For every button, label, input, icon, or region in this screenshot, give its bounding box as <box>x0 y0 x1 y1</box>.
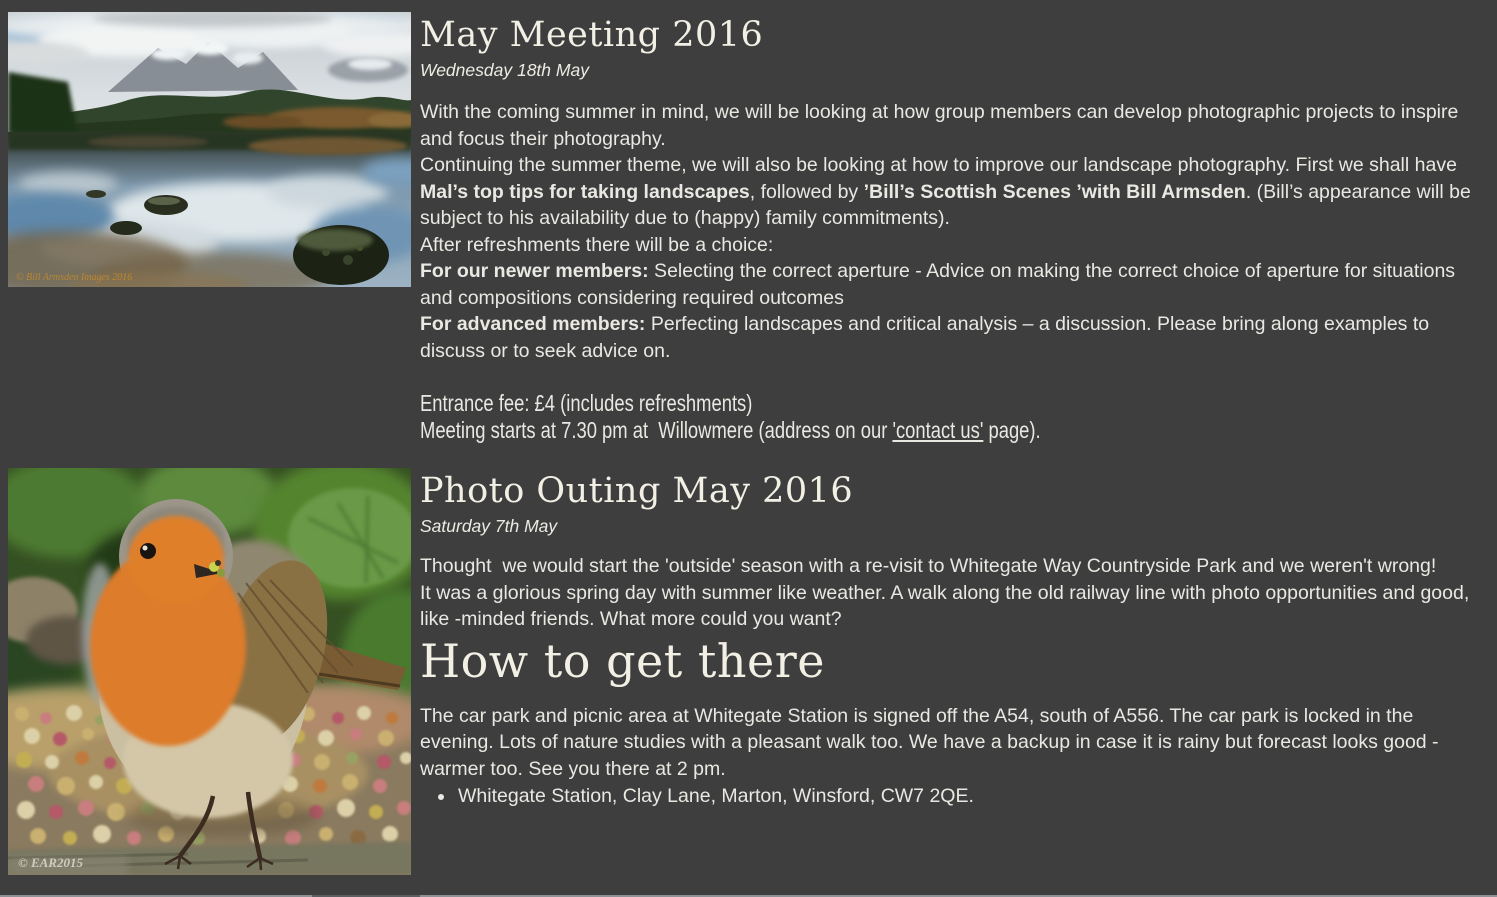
text-run: For advanced members: <box>420 313 646 335</box>
paragraph <box>420 390 1472 417</box>
robin-photo <box>8 468 411 875</box>
loch-landscape-illustration <box>8 12 411 287</box>
may-meeting-paragraphs <box>420 99 1477 364</box>
text-run: It was a glorious spring day with summer like weather. A walk along the old railway line with photo opportunities and good, like -minded friends. What more could you want? <box>420 581 1475 630</box>
paragraph <box>420 232 1472 259</box>
text-run: The car park and picnic area at Whitegate Station is signed off the A54, south of A556. The car park is locked in the evening. Lots of nature studies with a pleasant walk too. We have a backup in case it is rainy but forecast looks good - warmer too. See you there at 2 pm. <box>420 704 1444 780</box>
text-run: . (Bill’s appearance will be subject to his availability due to (happy) family commitments). <box>420 180 1477 229</box>
paragraph <box>420 417 1472 444</box>
address-list-item: • Whitegate Station, Clay Lane, Marton, Winsford, CW7 2QE. <box>456 783 1472 810</box>
text-run: For our newer members: <box>420 260 649 282</box>
contact-us-link[interactable]: 'contact us' <box>892 417 984 443</box>
may-meeting-title: May Meeting 2016 <box>420 15 764 55</box>
may-meeting-section <box>420 14 1477 444</box>
paragraph <box>420 553 1472 580</box>
text-run: Perfecting landscapes and critical analysis – a discussion. Please bring along examples to discuss or to seek advice on. <box>420 313 1435 362</box>
photo-outing-paragraphs <box>420 553 1475 633</box>
text-run: With the coming summer in mind, we will be looking at how group members can develop photographic projects to inspire and focus their photography. <box>420 101 1464 150</box>
photo-watermark: © Bill Armsden Images 2016 <box>16 272 133 283</box>
text-run: Meeting starts at 7.30 pm at Willowmere (address on our <box>420 417 893 443</box>
robin-illustration <box>8 468 411 875</box>
may-meeting-details <box>420 390 1472 444</box>
text-run: After refreshments there will be a choice: <box>420 233 774 256</box>
paragraph <box>420 580 1475 633</box>
photo-outing-date: Saturday 7th May <box>420 516 558 536</box>
paragraph <box>420 703 1472 783</box>
text-run: page). <box>983 417 1041 443</box>
paragraph <box>420 152 1477 232</box>
paragraph <box>420 258 1472 311</box>
paragraph <box>420 99 1472 152</box>
photo-outing-title: Photo Outing May 2016 <box>420 471 854 511</box>
text-run: , followed by <box>749 180 864 203</box>
address-list <box>420 783 1472 810</box>
paragraph <box>420 311 1472 364</box>
text-run: Continuing the summer theme, we will also be looking at how to improve our landscape photography. First we shall have <box>420 154 1463 176</box>
text-run: Selecting the correct aperture - Advice on making the correct choice of aperture for situations and compositions considering required outcomes <box>420 260 1461 309</box>
text-run: Mal’s top tips for taking landscapes <box>420 180 750 203</box>
text-run: ’Bill’s Scottish Scenes ’with Bill Armsden <box>863 180 1246 203</box>
may-meeting-date: Wednesday 18th May <box>420 60 589 80</box>
how-to-get-there-paragraphs <box>420 703 1472 783</box>
photo-watermark: © EAR2015 <box>18 855 83 870</box>
text-run: Entrance fee: £4 (includes refreshments) <box>420 390 753 416</box>
how-to-get-there-title: How to get there <box>420 633 825 688</box>
text-run: Thought we would start the 'outside' season with a re-visit to Whitegate Way Countryside Park and we weren't wrong! <box>420 555 1437 577</box>
landscape-photo <box>8 12 411 287</box>
photo-outing-section <box>420 470 1475 810</box>
